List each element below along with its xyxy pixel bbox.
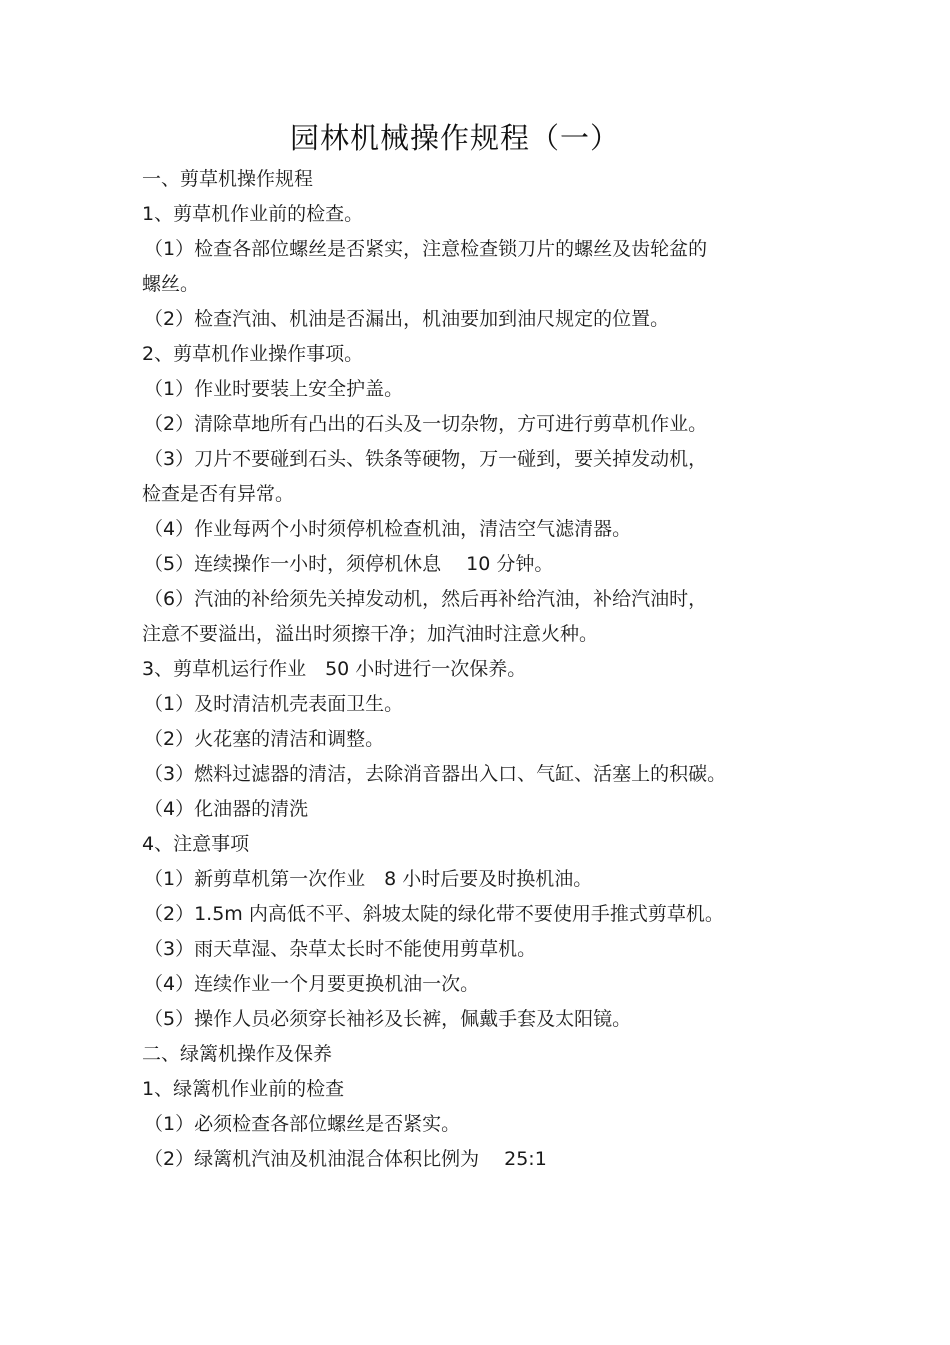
list-item: （2）1.5m 内高低不平、斜坡太陡的绿化带不要使用手推式剪草机。: [144, 903, 724, 925]
subsection-heading: 3、剪草机运行作业 50 小时进行一次保养。: [142, 658, 527, 680]
list-item: （2）火花塞的清洁和调整。: [144, 728, 385, 750]
list-item: （1）新剪草机第一次作业 8 小时后要及时换机油。: [144, 868, 593, 890]
subsection-heading: 1、剪草机作业前的检查。: [142, 203, 364, 225]
list-item-continuation: 检查是否有异常。: [142, 483, 295, 505]
list-item: （5）连续操作一小时，须停机休息 10 分钟。: [144, 553, 554, 575]
list-item: （1）检查各部位螺丝是否紧实，注意检查锁刀片的螺丝及齿轮盆的: [144, 238, 708, 260]
list-item: （4）化油器的清洗: [144, 798, 309, 820]
list-item: （4）连续作业一个月要更换机油一次。: [144, 973, 480, 995]
section-heading: 一、剪草机操作规程: [142, 168, 314, 190]
list-item: （1）及时清洁机壳表面卫生。: [144, 693, 404, 715]
list-item-continuation: 注意不要溢出，溢出时须擦干净；加汽油时注意火种。: [142, 623, 599, 645]
list-item-continuation: 螺丝。: [142, 273, 200, 295]
section-heading: 二、绿篱机操作及保养: [142, 1043, 333, 1065]
list-item: （3）刀片不要碰到石头、铁条等硬物，万一碰到，要关掉发动机，: [144, 448, 708, 470]
subsection-heading: 4、注意事项: [142, 833, 250, 855]
document-body: [142, 162, 802, 1177]
list-item: （2）绿篱机汽油及机油混合体积比例为 25:1: [144, 1148, 547, 1170]
list-item: （1）必须检查各部位螺丝是否紧实。: [144, 1113, 461, 1135]
list-item: （3）雨天草湿、杂草太长时不能使用剪草机。: [144, 938, 537, 960]
subsection-heading: 1、绿篱机作业前的检查: [142, 1078, 345, 1100]
list-item: （2）检查汽油、机油是否漏出，机油要加到油尺规定的位置。: [144, 308, 670, 330]
list-item: （1）作业时要装上安全护盖。: [144, 378, 404, 400]
list-item: （5）操作人员必须穿长袖衫及长裤，佩戴手套及太阳镜。: [144, 1008, 632, 1030]
list-item: （6）汽油的补给须先关掉发动机，然后再补给汽油，补给汽油时，: [144, 588, 708, 610]
list-item: （3）燃料过滤器的清洁，去除消音器出入口、气缸、活塞上的积碳。: [144, 763, 727, 785]
subsection-heading: 2、剪草机作业操作事项。: [142, 343, 364, 365]
document-title: 园林机械操作规程（一）: [289, 121, 620, 155]
list-item: （2）清除草地所有凸出的石头及一切杂物，方可进行剪草机作业。: [144, 413, 708, 435]
list-item: （4）作业每两个小时须停机检查机油，清洁空气滤清器。: [144, 518, 632, 540]
